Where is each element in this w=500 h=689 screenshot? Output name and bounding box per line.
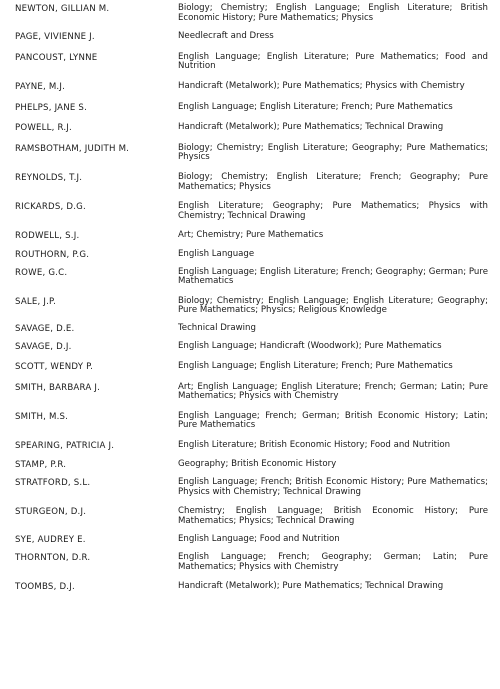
list-item bbox=[15, 324, 488, 335]
subjects-passed: Biology; Chemistry; English Language; English Literature; British Economic History; Pure Mathematics; Physics bbox=[178, 3, 488, 23]
pupil-name: ROWE, G.C. bbox=[15, 267, 68, 278]
pupil-name: RAMSBOTHAM, JUDITH M. bbox=[15, 143, 130, 154]
pupil-name: POWELL, R.J. bbox=[15, 123, 72, 134]
subjects-passed: Geography; British Economic History bbox=[178, 458, 337, 469]
list-item bbox=[15, 123, 488, 134]
subjects-passed: English Language; Food and Nutrition bbox=[178, 533, 340, 544]
pupil-name: SYE, AUDREY E. bbox=[15, 534, 86, 545]
list-item bbox=[15, 535, 488, 546]
subjects-passed: Chemistry; English Language; British Economic History; Pure Mathematics; Physics; Technical Drawing bbox=[178, 506, 488, 526]
list-item bbox=[15, 103, 488, 114]
subjects-passed: Handicraft (Metalwork); Pure Mathematics; Physics with Chemistry bbox=[178, 80, 465, 91]
subjects-passed: Needlecraft and Dress bbox=[178, 31, 274, 42]
list-item bbox=[15, 250, 488, 261]
pupil-name: PAGE, VIVIENNE J. bbox=[15, 32, 95, 43]
list-item bbox=[15, 202, 488, 221]
pupil-name: SMITH, BARBARA J. bbox=[15, 382, 100, 393]
pupil-name: SAVAGE, D.J. bbox=[15, 342, 72, 353]
subjects-passed: Technical Drawing bbox=[178, 322, 256, 333]
subjects-passed: English Language; English Literature; French; Geography; German; Pure Mathematics bbox=[178, 266, 488, 287]
pupil-name: TOOMBS, D.J. bbox=[15, 582, 75, 593]
list-item bbox=[15, 32, 488, 43]
list-item bbox=[15, 478, 488, 497]
pupil-name: SPEARING, PATRICIA J. bbox=[15, 441, 115, 452]
subjects-passed: Biology; Chemistry; English Language; English Literature; Geography; Pure Mathematics; Physics; Religious Knowledge bbox=[178, 295, 488, 316]
list-item bbox=[15, 231, 488, 242]
subjects-passed: English Language; French; German; British Economic History; Latin; Pure Mathematics bbox=[178, 410, 488, 431]
list-item bbox=[15, 412, 488, 431]
pupil-name: PANCOUST, LYNNE bbox=[15, 52, 98, 63]
pupil-name: RICKARDS, D.G. bbox=[15, 202, 86, 213]
pupil-name: STURGEON, D.J. bbox=[15, 507, 87, 518]
list-item bbox=[15, 173, 488, 192]
subjects-passed: English Language bbox=[178, 248, 255, 259]
pupil-name: ROUTHORN, P.G. bbox=[15, 249, 90, 260]
list-item bbox=[15, 342, 488, 353]
pupil-name: STRATFORD, S.L. bbox=[15, 478, 91, 489]
subjects-passed: Biology; Chemistry; English Literature; French; Geography; Pure Mathematics; Physics bbox=[178, 171, 488, 192]
list-item bbox=[15, 53, 488, 72]
pupil-name: SAVAGE, D.E. bbox=[15, 323, 75, 334]
subjects-passed: Biology; Chemistry; English Literature; Geography; Pure Mathematics; Physics bbox=[178, 142, 488, 163]
subjects-passed: English Language; Handicraft (Woodwork); Pure Mathematics bbox=[178, 341, 442, 352]
subjects-passed: English Language; English Literature; French; Pure Mathematics bbox=[178, 101, 453, 112]
subjects-passed: Handicraft (Metalwork); Pure Mathematics; Technical Drawing bbox=[178, 581, 444, 592]
list-item bbox=[15, 4, 488, 23]
list-item bbox=[15, 362, 488, 373]
list-item bbox=[15, 82, 488, 93]
subjects-passed: English Literature; British Economic History; Food and Nutrition bbox=[178, 440, 451, 451]
subjects-passed: English Language; French; British Economic History; Pure Mathematics; Physics with Chemistry; Technical Drawing bbox=[178, 477, 488, 497]
subjects-passed: Handicraft (Metalwork); Pure Mathematics; Technical Drawing bbox=[178, 122, 444, 133]
subjects-passed: Art; Chemistry; Pure Mathematics bbox=[178, 230, 324, 241]
list-item bbox=[15, 582, 488, 593]
pupil-name: SMITH, M.S. bbox=[15, 411, 69, 422]
pupil-name: PAYNE, M.J. bbox=[15, 81, 66, 92]
subjects-passed: English Language; English Literature; Pure Mathematics; Food and Nutrition bbox=[178, 51, 488, 72]
list-item bbox=[15, 460, 488, 471]
pupil-name: STAMP, P.R. bbox=[15, 459, 67, 470]
list-item bbox=[15, 383, 488, 402]
pupil-name: PHELPS, JANE S. bbox=[15, 102, 88, 113]
list-item bbox=[15, 507, 488, 526]
list-item bbox=[15, 297, 488, 316]
pupil-name: SCOTT, WENDY P. bbox=[15, 362, 94, 373]
list-item bbox=[15, 441, 488, 452]
subjects-passed: Art; English Language; English Literature; French; German; Latin; Pure Mathematics; Physics with Chemistry bbox=[178, 381, 488, 402]
pupil-name: NEWTON, GILLIAN M. bbox=[15, 4, 110, 14]
pupil-name: THORNTON, D.R. bbox=[15, 553, 91, 564]
pupil-name: SALE, J.P. bbox=[15, 296, 57, 307]
pupil-name: REYNOLDS, T.J. bbox=[15, 172, 83, 183]
pupil-name: RODWELL, S.J. bbox=[15, 231, 80, 242]
list-item bbox=[15, 144, 488, 163]
list-item bbox=[15, 268, 488, 287]
subjects-passed: English Language; French; Geography; German; Latin; Pure Mathematics; Physics with Chemistry bbox=[178, 552, 488, 572]
subjects-passed: English Literature; Geography; Pure Mathematics; Physics with Chemistry; Technical Drawing bbox=[178, 201, 488, 221]
list-item bbox=[15, 553, 488, 572]
subjects-passed: English Language; English Literature; French; Pure Mathematics bbox=[178, 361, 453, 372]
